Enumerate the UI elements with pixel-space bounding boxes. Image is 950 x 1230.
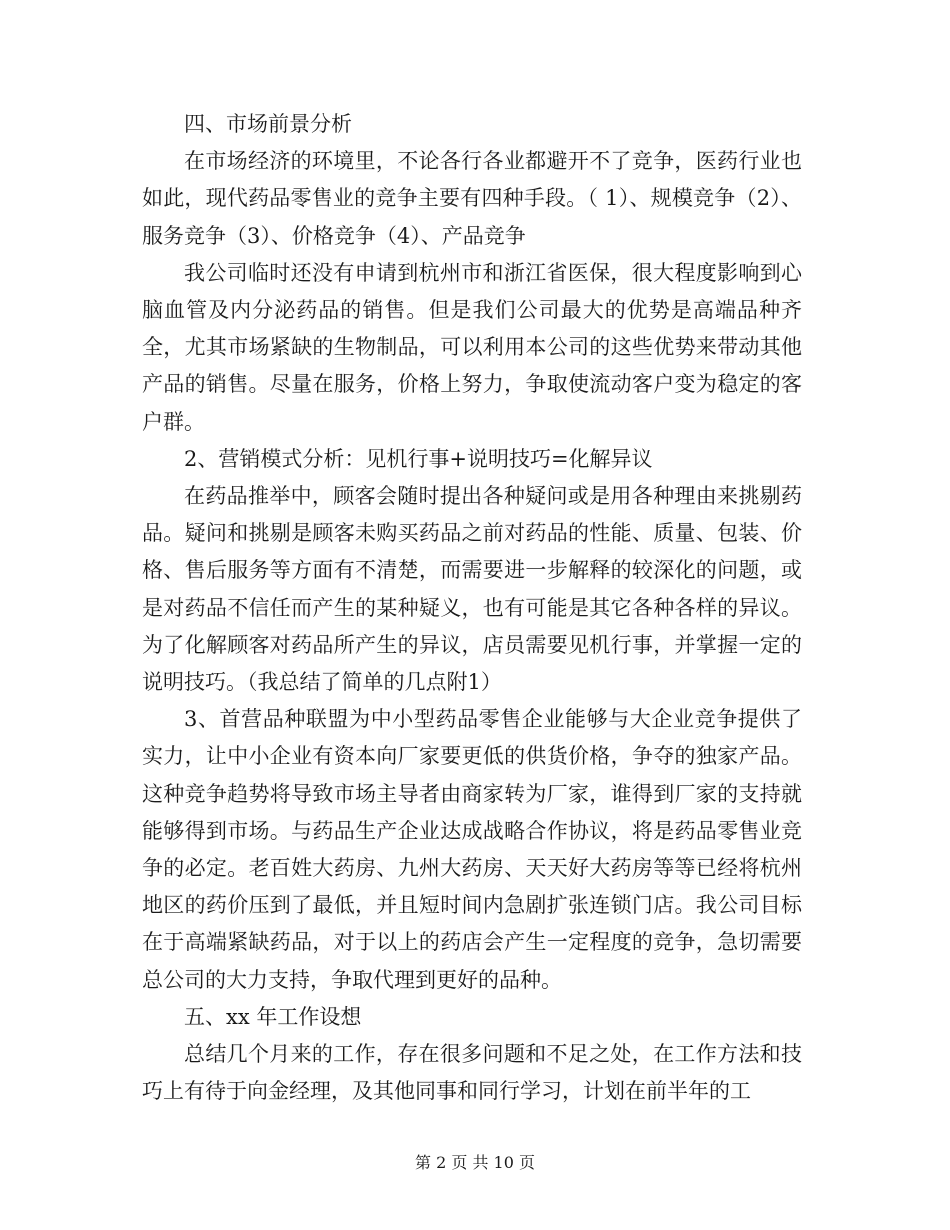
page-footer: 第 2 页 共 10 页	[415, 1153, 535, 1172]
subheading-marketing-model: 2、营销模式分析：见机行事+说明技巧=化解异议	[184, 446, 653, 471]
paragraph-company-advantage: 我公司临时还没有申请到杭州市和浙江省医保，很大程度影响到心脑血管及内分泌药品的销售。但是我们公司最大的优势是高端品种齐全，尤其市场紧缺的生物制品，可以利用本公司的这些优势来带动其他产品的销售。尽量在服务，价格上努力，争取使流动客户变为稳定的客户群。	[142, 260, 802, 434]
paragraph-alliance-strategy: 3、首营品种联盟为中小型药品零售企业能够与大企业竞争提供了实力，让中小企业有资本向厂家要更低的供货价格，争夺的独家产品。这种竞争趋势将导致市场主导者由商家转为厂家，谁得到厂家的支持就能够得到市场。与药品生产企业达成战略合作协议，将是药品零售业竞争的必定。老百姓大药房、九州大药房、天天好大药房等等已经将杭州地区的药价压到了最低，并且短时间内急剧扩张连锁门店。我公司目标在于高端紧缺药品，对于以上的药店会产生一定程度的竞争，急切需要总公司的大力支持，争取代理到更好的品种。	[142, 707, 802, 992]
section-heading-market-outlook: 四、市场前景分析	[184, 112, 352, 136]
paragraph-competition-means: 在市场经济的环境里，不论各行各业都避开不了竞争，医药行业也如此，现代药品零售业的竞争主要有四种手段。（ 1）、规模竞争（2）、服务竞争（3）、价格竞争（4）、产品竞争	[142, 149, 802, 248]
document-body	[142, 106, 802, 1110]
section-heading-work-plan: 五、xx 年工作设想	[184, 1004, 362, 1029]
paragraph-work-summary: 总结几个月来的工作，存在很多问题和不足之处，在工作方法和技巧上有待于向金经理，及其他同事和同行学习，计划在前半年的工	[142, 1042, 802, 1104]
paragraph-objection-handling: 在药品推举中，顾客会随时提出各种疑问或是用各种理由来挑剔药品。疑问和挑剔是顾客未购买药品之前对药品的性能、质量、包装、价格、售后服务等方面有不清楚，而需要进一步解释的较深化的问题，或是对药品不信任而产生的某种疑义，也有可能是其它各种各样的异议。为了化解顾客对药品所产生的异议，店员需要见机行事，并掌握一定的说明技巧。（我总结了简单的几点附1）	[142, 484, 802, 695]
